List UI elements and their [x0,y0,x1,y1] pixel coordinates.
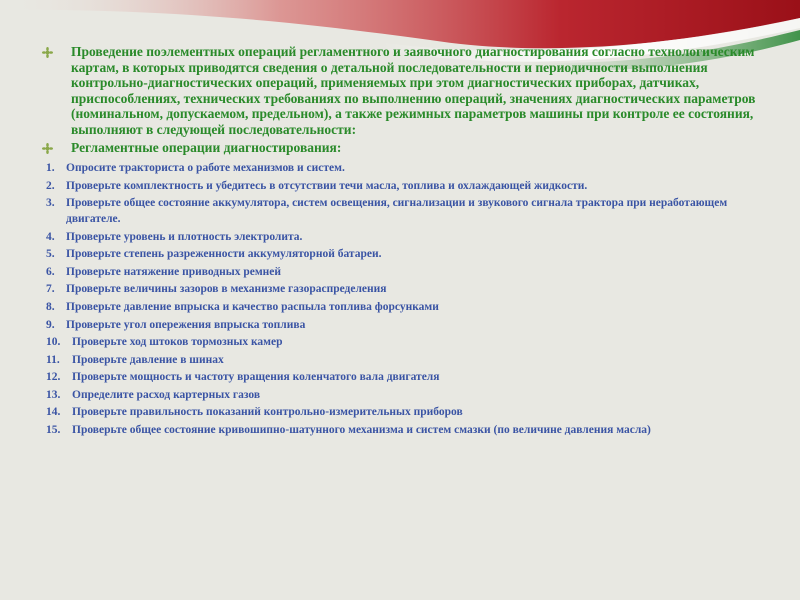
list-item [46,282,758,298]
list-item [46,370,758,386]
list-item [46,300,758,316]
step-text: Проверьте натяжение приводных ремней [66,265,282,278]
list-item [46,196,758,227]
list-item [46,388,758,404]
step-number: 4. [46,230,55,243]
step-number: 10. [46,336,61,349]
step-number: 11. [46,353,60,366]
slide-content [38,44,758,441]
step-text: Определите расход картерных газов [72,388,261,401]
step-number: 6. [46,265,55,278]
section-heading-text: Регламентные операции диагностирования: [71,139,342,155]
steps-list [46,161,758,439]
step-number: 7. [46,283,55,296]
list-item [46,353,758,369]
step-text: Проверьте мощность и частоту вращения коленчатого вала двигателя [72,371,440,384]
step-number: 3. [46,197,55,210]
list-item [46,161,758,177]
step-number: 1. [46,162,55,175]
step-text: Проверьте комплектность и убедитесь в отсутствии течи масла, топлива и охлаждающей жидкости. [66,179,588,192]
intro-paragraph [38,44,758,138]
list-item [46,247,758,263]
step-number: 12. [46,371,61,384]
step-number: 2. [46,179,55,192]
step-text: Проверьте угол опережения впрыска топлива [66,318,306,331]
step-text: Проверьте давление впрыска и качество распыла топлива форсунками [66,300,439,313]
step-text: Проверьте величины зазоров в механизме газораспределения [66,283,387,296]
step-number: 8. [46,300,55,313]
step-number: 14. [46,406,61,419]
list-item [46,335,758,351]
step-text: Проверьте правильность показаний контрольно-измерительных приборов [72,406,463,419]
step-text: Проверьте уровень и плотность электролита. [66,230,303,243]
intro-paragraph-text: Проведение поэлементных операций регламентного и заявочного диагностирования согласно технологическим картам, в которых приводятся сведения о детальной последовательности и периодичности выполнения контрольно-диагностических операций, применяемых при этом диагностических приборах, датчиках, приспособлениях, технических требованиях по выполнению операций, значениях диагностических параметров (номинальном, допускаемом, предельном), а также режимных параметров машины при контроле ее состояния, выполняют в следующей последовательности: [71,44,756,137]
step-number: 9. [46,318,55,331]
step-text: Проверьте ход штоков тормозных камер [72,336,283,349]
step-text: Проверьте степень разреженности аккумуляторной батареи. [66,248,382,261]
step-text: Проверьте давление в шинах [72,353,224,366]
step-number: 13. [46,388,61,401]
list-item [46,179,758,195]
section-heading [38,140,758,156]
step-text: Опросите тракториста о работе механизмов и систем. [66,162,345,175]
list-item [46,423,758,439]
step-text: Проверьте общее состояние аккумулятора, систем освещения, сигнализации и звукового сигнала трактора при неработающем двигателе. [66,197,728,225]
list-item [46,318,758,334]
leaf-bullet-icon [42,47,53,58]
step-number: 15. [46,424,61,437]
list-item [46,230,758,246]
step-text: Проверьте общее состояние кривошипно-шатунного механизма и систем смазки (по величине давления масла) [72,424,651,437]
list-item [46,265,758,281]
list-item [46,405,758,421]
step-number: 5. [46,248,55,261]
leaf-bullet-icon [42,143,53,154]
